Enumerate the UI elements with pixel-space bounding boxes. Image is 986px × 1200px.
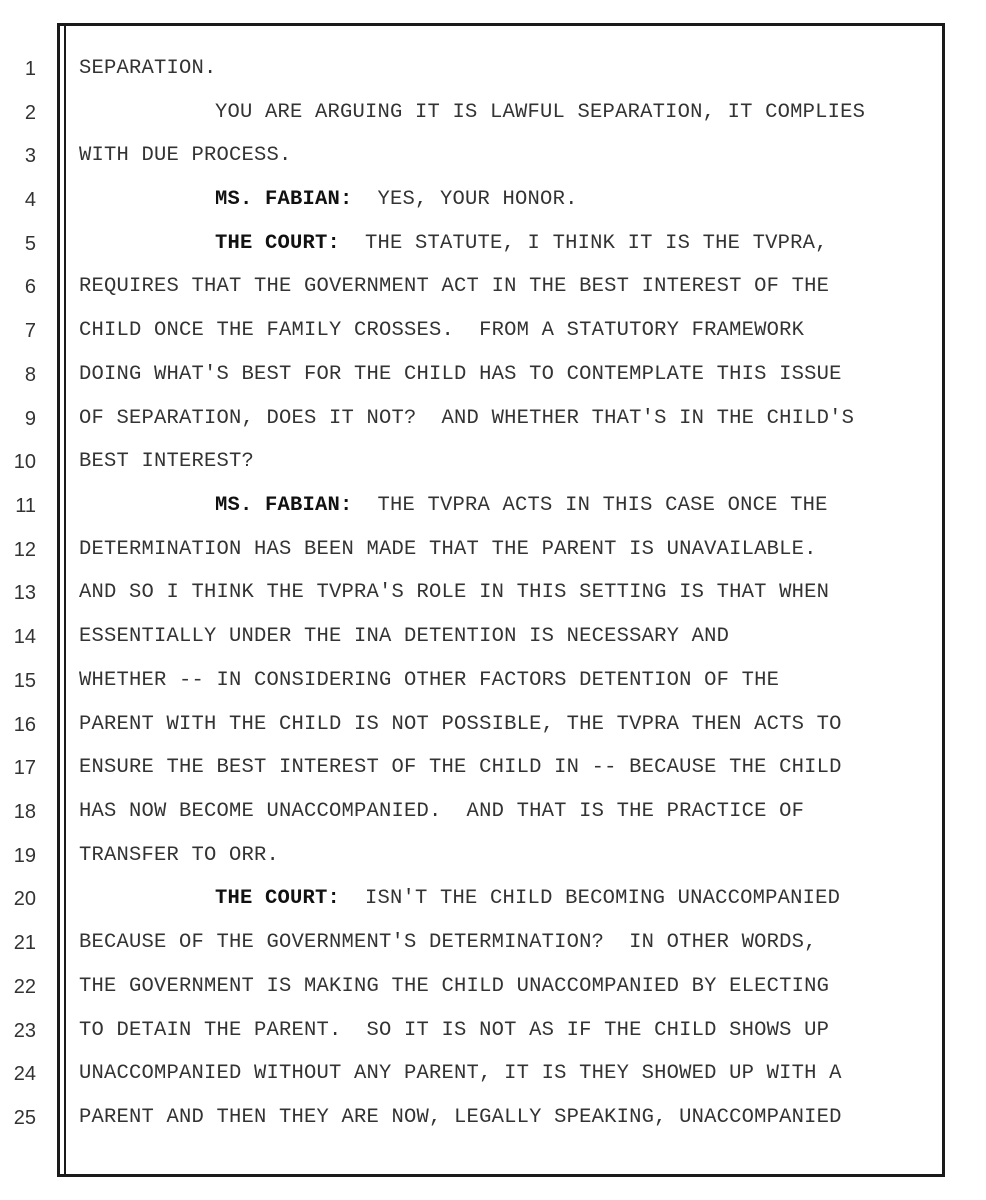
transcript-line [215,99,865,127]
line-text: PARENT AND THEN THEY ARE NOW, LEGALLY SPEAKING, UNACCOMPANIED [79,1106,842,1129]
speaker-label: MS. FABIAN: [215,494,353,517]
line-number: 7 [24,320,36,342]
line-text: TO DETAIN THE PARENT. SO IT IS NOT AS IF THE CHILD SHOWS UP [79,1019,830,1042]
line-text: THE STATUTE, I THINK IT IS THE TVPRA, [340,232,828,255]
speaker-label: THE COURT: [215,232,341,255]
line-number: 2 [24,102,36,124]
line-text: OF SEPARATION, DOES IT NOT? AND WHETHER THAT'S IN THE CHILD'S [79,407,855,430]
transcript-line [215,186,578,214]
transcript-line [79,142,292,170]
line-number: 21 [13,932,36,954]
line-number: 16 [13,714,36,736]
margin-rule [64,23,66,1177]
transcript-line [79,929,817,957]
line-text: WHETHER -- IN CONSIDERING OTHER FACTORS DETENTION OF THE [79,669,780,692]
line-text: SEPARATION. [79,57,217,80]
line-number: 20 [13,888,36,910]
transcript-line [79,536,817,564]
line-text: WITH DUE PROCESS. [79,144,292,167]
line-number: 13 [13,582,36,604]
line-text: YOU ARE ARGUING IT IS LAWFUL SEPARATION, IT COMPLIES [215,101,866,124]
transcript-line [79,842,279,870]
line-number: 25 [13,1107,36,1129]
line-text: REQUIRES THAT THE GOVERNMENT ACT IN THE BEST INTEREST OF THE [79,275,830,298]
transcript-line [79,317,804,345]
line-text: BEST INTEREST? [79,450,255,473]
transcript-line [79,667,779,695]
speaker-label: MS. FABIAN: [215,188,353,211]
line-number: 15 [13,670,36,692]
line-text: ISN'T THE CHILD BECOMING UNACCOMPANIED [340,887,841,910]
line-text: PARENT WITH THE CHILD IS NOT POSSIBLE, THE TVPRA THEN ACTS TO [79,713,842,736]
line-text: HAS NOW BECOME UNACCOMPANIED. AND THAT IS THE PRACTICE OF [79,800,805,823]
line-number: 14 [13,626,36,648]
transcript-line [79,1104,842,1132]
line-number: 1 [24,58,36,80]
line-number: 12 [13,539,36,561]
transcript-line [79,711,842,739]
line-number: 22 [13,976,36,998]
transcript-line [79,361,842,389]
transcript-line [79,798,804,826]
transcript-line [79,754,842,782]
line-number: 3 [24,145,36,167]
line-number: 19 [13,845,36,867]
line-number: 11 [15,495,36,517]
line-number: 9 [24,408,36,430]
line-text: ESSENTIALLY UNDER THE INA DETENTION IS NECESSARY AND [79,625,730,648]
transcript-line [215,885,840,913]
line-number: 10 [13,451,36,473]
transcript-line [79,405,854,433]
line-number: 18 [13,801,36,823]
line-number: 24 [13,1063,36,1085]
line-number: 17 [13,757,36,779]
line-text: TRANSFER TO ORR. [79,844,280,867]
line-text: BECAUSE OF THE GOVERNMENT'S DETERMINATION? IN OTHER WORDS, [79,931,817,954]
line-text: DETERMINATION HAS BEEN MADE THAT THE PARENT IS UNAVAILABLE. [79,538,817,561]
line-number: 4 [24,189,36,211]
line-number: 6 [24,276,36,298]
line-text: THE GOVERNMENT IS MAKING THE CHILD UNACCOMPANIED BY ELECTING [79,975,830,998]
line-text: DOING WHAT'S BEST FOR THE CHILD HAS TO CONTEMPLATE THIS ISSUE [79,363,842,386]
transcript-line [79,973,829,1001]
transcript-line [79,1017,829,1045]
transcript-line [215,230,828,258]
speaker-label: THE COURT: [215,887,341,910]
line-number: 23 [13,1020,36,1042]
line-text: AND SO I THINK THE TVPRA'S ROLE IN THIS SETTING IS THAT WHEN [79,581,830,604]
transcript-line [79,55,217,83]
line-number: 5 [24,233,36,255]
line-text: ENSURE THE BEST INTEREST OF THE CHILD IN -- BECAUSE THE CHILD [79,756,842,779]
transcript-line [79,273,829,301]
line-text: UNACCOMPANIED WITHOUT ANY PARENT, IT IS THEY SHOWED UP WITH A [79,1062,842,1085]
transcript-line [79,579,829,607]
transcript-line [79,623,729,651]
line-number: 8 [24,364,36,386]
transcript-line [79,1060,842,1088]
line-text: THE TVPRA ACTS IN THIS CASE ONCE THE [352,494,828,517]
line-text: CHILD ONCE THE FAMILY CROSSES. FROM A STATUTORY FRAMEWORK [79,319,805,342]
line-text: YES, YOUR HONOR. [352,188,578,211]
transcript-line [79,448,254,476]
transcript-line [215,492,828,520]
